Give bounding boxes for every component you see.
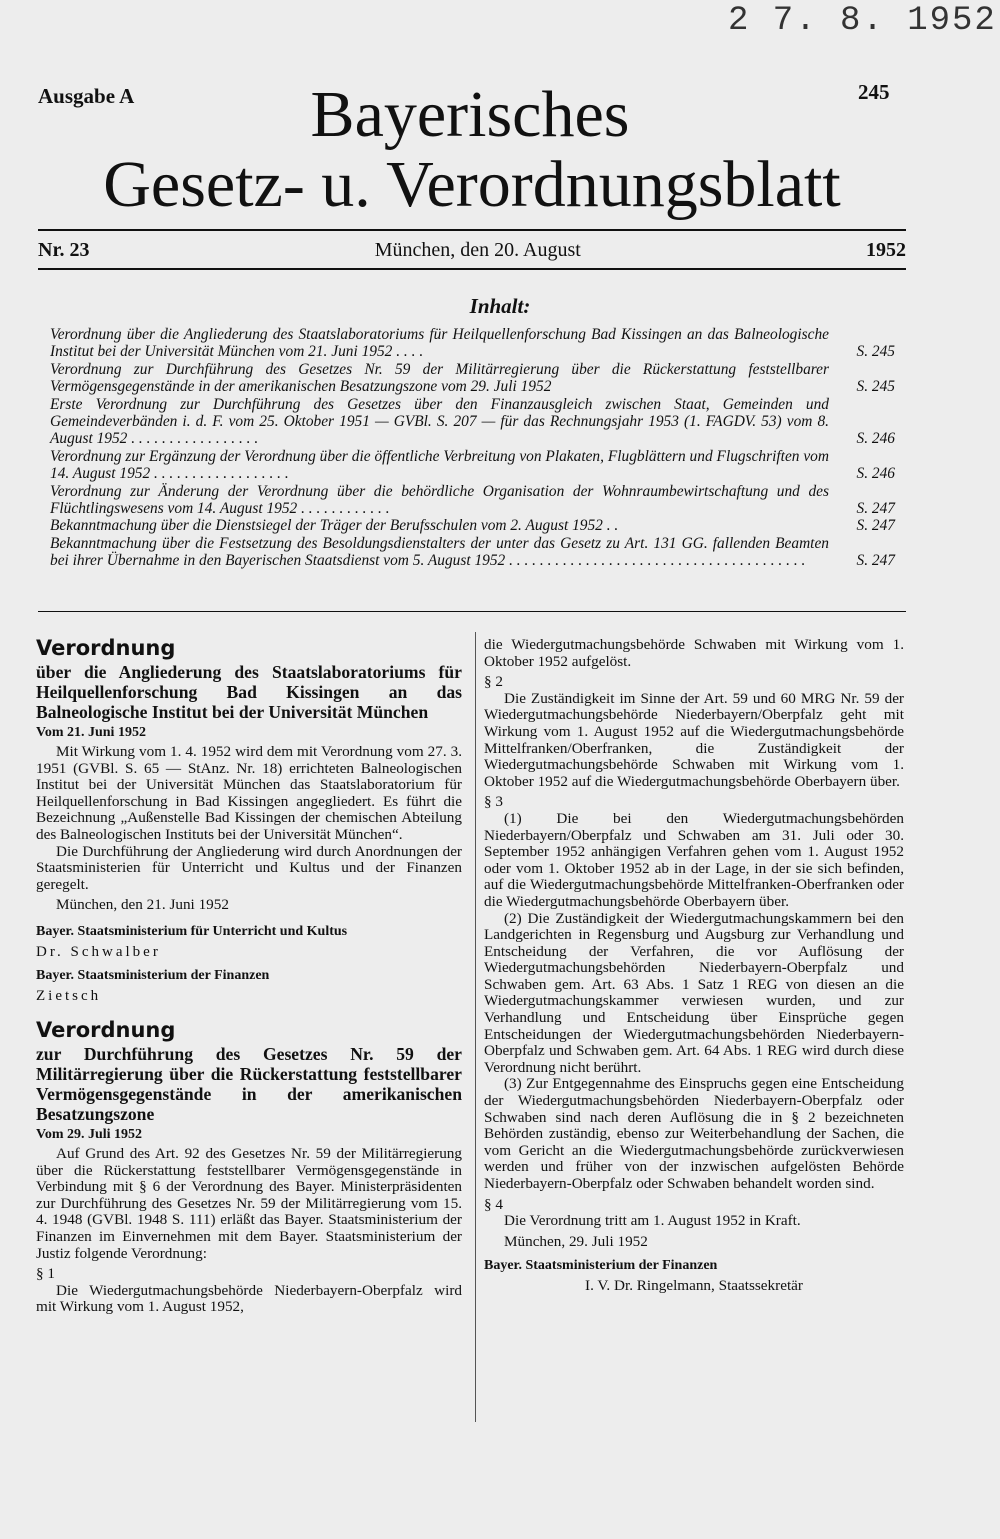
article2-section-2-text: Die Zuständigkeit im Sinne der Art. 59 und 60 MRG Nr. 59 der Wiedergutmachungsbehörde Niederbayern/Oberpfalz geht mit Wirkung vom 1. August 1952 auf die Wiedergutmachungsbehörde Mittelfranken/Oberfranken, die Zuständigkeit der Wiedergutmachungsbehörde Schwaben mit Wirkung vom 1. Oktober 1952 auf die Wiedergutmachungsbehörde Oberbayern über. bbox=[484, 689, 904, 790]
toc-item[interactable] bbox=[50, 483, 895, 518]
table-of-contents bbox=[50, 326, 895, 570]
toc-item-page: S. 246 bbox=[856, 465, 895, 483]
toc-item-title: Verordnung zur Ergänzung der Verordnung über die öffentliche Verbreitung von Plakaten, Flugblättern und Flugschriften vom 14. August 1952 . . . . . . . . . . . . . . . . . . bbox=[50, 447, 829, 483]
article1-heading: Verordnung bbox=[36, 636, 176, 660]
article2-subtitle: zur Durchführung des Gesetzes Nr. 59 der Militärregierung über die Rückerstattung feststellbarer Vermögensgegenstände in der amerikanischen Besatzungszone bbox=[36, 1043, 462, 1124]
article2-section-3-heading: § 3 bbox=[484, 793, 503, 811]
masthead-title-line2: Gesetz- u. Verordnungsblatt bbox=[103, 148, 841, 221]
receipt-date-stamp: 2 7. 8. 1952 bbox=[728, 2, 997, 40]
toc-item-title: Verordnung zur Änderung der Verordnung über die behördliche Organisation der Wohnraumbewirtschaftung und des Flüchtlingswesens vom 14. August 1952 . . . . . . . . . . . . bbox=[50, 482, 829, 518]
toc-item-title: Bekanntmachung über die Festsetzung des Besoldungsdienstalters der unter das Gesetz zu Art. 131 GG. fallenden Beamten bei ihrer Übernahme in den Bayerischen Staatsdienst vom 5. August 1952 . . . . . . . . . . . . . . . . . . . . . . . . . . . . . . . . . . . . . . . bbox=[50, 534, 829, 570]
article2-section-3-para-3: (3) Zur Entgegennahme des Einspruchs gegen eine Entscheidung der Wiedergutmachungsbehörden Niederbayern-Oberpfalz oder Schwaben sind nach deren Auflösung die in § 2 bezeichneten Behörden zuständig, ebenso zur Weiterbehandlung der Sachen, die vom Gericht an die Wiedergutmachungsbehörde zurückverwiesen werden und früher von der inzwischen aufgelösten Behörde Niederbayern-Oberpfalz oder Schwaben behandelt worden sind. bbox=[484, 1075, 904, 1192]
article2-section-1-heading: § 1 bbox=[36, 1265, 55, 1283]
article1-signer-1: Dr. Schwalber bbox=[36, 943, 161, 960]
article1-ministry-1: Bayer. Staatsministerium für Unterricht und Kultus bbox=[36, 923, 348, 939]
column-divider bbox=[475, 632, 476, 1422]
masthead-title-line1: Bayerisches bbox=[310, 78, 630, 151]
toc-item-page: S. 247 bbox=[856, 500, 895, 518]
issue-number: Nr. 23 bbox=[38, 239, 90, 261]
issue-year: 1952 bbox=[865, 239, 906, 261]
article2-date: Vom 29. Juli 1952 bbox=[36, 1126, 143, 1142]
contents-heading: Inhalt: bbox=[469, 294, 531, 318]
article2-continuation: die Wiedergutmachungsbehörde Schwaben mit Wirkung vom 1. Oktober 1952 aufgelöst. bbox=[484, 636, 904, 670]
article2-section-1-text: Die Wiedergutmachungsbehörde Niederbayern-Oberpfalz wird mit Wirkung vom 1. August 1952, bbox=[36, 1281, 462, 1316]
article2-section-3-para-2: (2) Die Zuständigkeit der Wiedergutmachungskammern bei den Landgerichten in Regensburg und Augsburg zur Verhandlung und Entscheidung der Verfahren, die vor Auflösung der Wiedergutmachungsbehörden Niederbayern-Oberpfalz und Schwaben gem. Art. 63 Abs. 1 Satz 1 REG von diesen an die Wiedergutmachungskammer verwiesen wurden, und zur Verhandlung und Entscheidung über Einsprüche gegen Entscheidungen der Wiedergutmachungsbehörden Niederbayern-Oberpfalz und Schwaben gem. Art. 64 Abs. 1 REG wird durch diese Verordnung nicht berührt. bbox=[484, 909, 904, 1076]
article2-section-2-heading: § 2 bbox=[484, 673, 503, 691]
toc-item[interactable] bbox=[50, 517, 895, 534]
toc-item-page: S. 245 bbox=[856, 343, 895, 361]
toc-item-title: Verordnung über die Angliederung des Staatslaboratoriums für Heilquellenforschung Bad Kissingen an das Balneologische Institut bei der Universität München vom 21. Juni 1952 . . . . bbox=[50, 326, 829, 361]
issue-line bbox=[38, 239, 906, 262]
article1-paragraph: Die Durchführung der Angliederung wird durch Anordnungen der Staatsministerien für Unterricht und Kultus und der Finanzen geregelt. bbox=[36, 842, 462, 893]
article1-signer-2: Zietsch bbox=[36, 987, 102, 1004]
toc-item[interactable] bbox=[50, 361, 895, 396]
article1-place-date: München, den 21. Juni 1952 bbox=[56, 896, 229, 914]
masthead-rule-bottom bbox=[38, 268, 906, 270]
contents-divider bbox=[38, 611, 906, 612]
article2-signer: I. V. Dr. Ringelmann, Staatssekretär bbox=[585, 1277, 803, 1295]
article2-section-4-heading: § 4 bbox=[484, 1195, 503, 1213]
article2-place-date: München, 29. Juli 1952 bbox=[504, 1232, 648, 1250]
toc-item-title: Erste Verordnung zur Durchführung des Gesetzes über den Finanzausgleich zwischen Staat, Gemeinden und Gemeindeverbänden i. d. F. vom 25. Oktober 1951 — GVBl. S. 207 — für das Rechnungsjahr 1953 (1. FAGDV. 53) vom 8. August 1952 . . . . . . . . . . . . . . . . . bbox=[50, 395, 829, 448]
page-number: 245 bbox=[858, 80, 890, 104]
article2-section-3-para-1: (1) Die bei den Wiedergutmachungsbehörden Niederbayern/Oberpfalz und Schwaben am 31. Juli oder 30. September 1952 anhängigen Verfahren gehen vom 1. August 1952 oder vom 1. Oktober 1952 ab in der Lage, in der sie sich befinden, auf die Wiedergutmachungsbehörde Mittelfranken-Oberfranken oder die Wiedergutmachungsbehörde Oberbayern über. bbox=[484, 809, 904, 910]
toc-item-page: S. 247 bbox=[856, 552, 895, 570]
toc-item-title: Verordnung zur Durchführung des Gesetzes Nr. 59 der Militärregierung über die Rückerstattung feststellbarer Vermögensgegenstände in der amerikanischen Besatzungszone vom 29. Juli 1952 bbox=[50, 360, 829, 396]
article2-ministry: Bayer. Staatsministerium der Finanzen bbox=[484, 1258, 718, 1274]
issue-place-date: München, den 20. August bbox=[374, 239, 581, 261]
article1-date: Vom 21. Juni 1952 bbox=[36, 725, 146, 740]
article2-section-4-text: Die Verordnung tritt am 1. August 1952 in Kraft. bbox=[504, 1212, 801, 1230]
toc-item-title: Bekanntmachung über die Dienstsiegel der Träger der Berufsschulen vom 2. August 1952 . . bbox=[50, 517, 619, 535]
article1-paragraph: Mit Wirkung vom 1. 4. 1952 wird dem mit Verordnung vom 27. 3. 1951 (GVBl. S. 65 — StAnz. Nr. 18) errichteten Balneologischen Institut bei der Universität München das Staatslaboratorium für Heilquellenforschung in Bad Kissingen angegliedert. Es führt die Bezeichnung „Außenstelle Bad Kissingen der chemischen Abteilung des Balneologischen Instituts bei der Universität München“. bbox=[36, 743, 462, 843]
toc-item[interactable] bbox=[50, 448, 895, 483]
left-column bbox=[36, 634, 462, 1316]
article1-subtitle: über die Angliederung des Staatslaboratoriums für Heilquellenforschung Bad Kissingen an das Balneologische Institut bei der Universität München bbox=[36, 662, 462, 722]
toc-item[interactable] bbox=[50, 535, 895, 570]
toc-item-page: S. 245 bbox=[856, 378, 895, 396]
article1-ministry-2: Bayer. Staatsministerium der Finanzen bbox=[36, 967, 270, 983]
toc-item-page: S. 246 bbox=[856, 430, 895, 448]
right-column bbox=[484, 637, 904, 1296]
toc-item-page: S. 247 bbox=[856, 517, 895, 535]
article2-heading: Verordnung bbox=[36, 1017, 176, 1042]
article2-preamble: Auf Grund des Art. 92 des Gesetzes Nr. 59 der Militärregierung über die Rückerstattung feststellbarer Vermögensgegenstände in Verbindung mit § 6 der Verordnung des Bayer. Ministerpräsidenten zur Durchführung des Gesetzes Nr. 59 der Militärregierung vom 15. 4. 1948 (GVBl. 1948 S. 111) erläßt das Bayer. Staatsministerium der Finanzen im Einvernehmen mit dem Bayer. Staatsministerium der Justiz folgende Verordnung: bbox=[36, 1144, 462, 1262]
toc-item[interactable] bbox=[50, 326, 895, 361]
toc-item[interactable] bbox=[50, 396, 895, 448]
masthead-rule-top bbox=[38, 229, 906, 231]
edition-label: Ausgabe A bbox=[38, 84, 135, 108]
